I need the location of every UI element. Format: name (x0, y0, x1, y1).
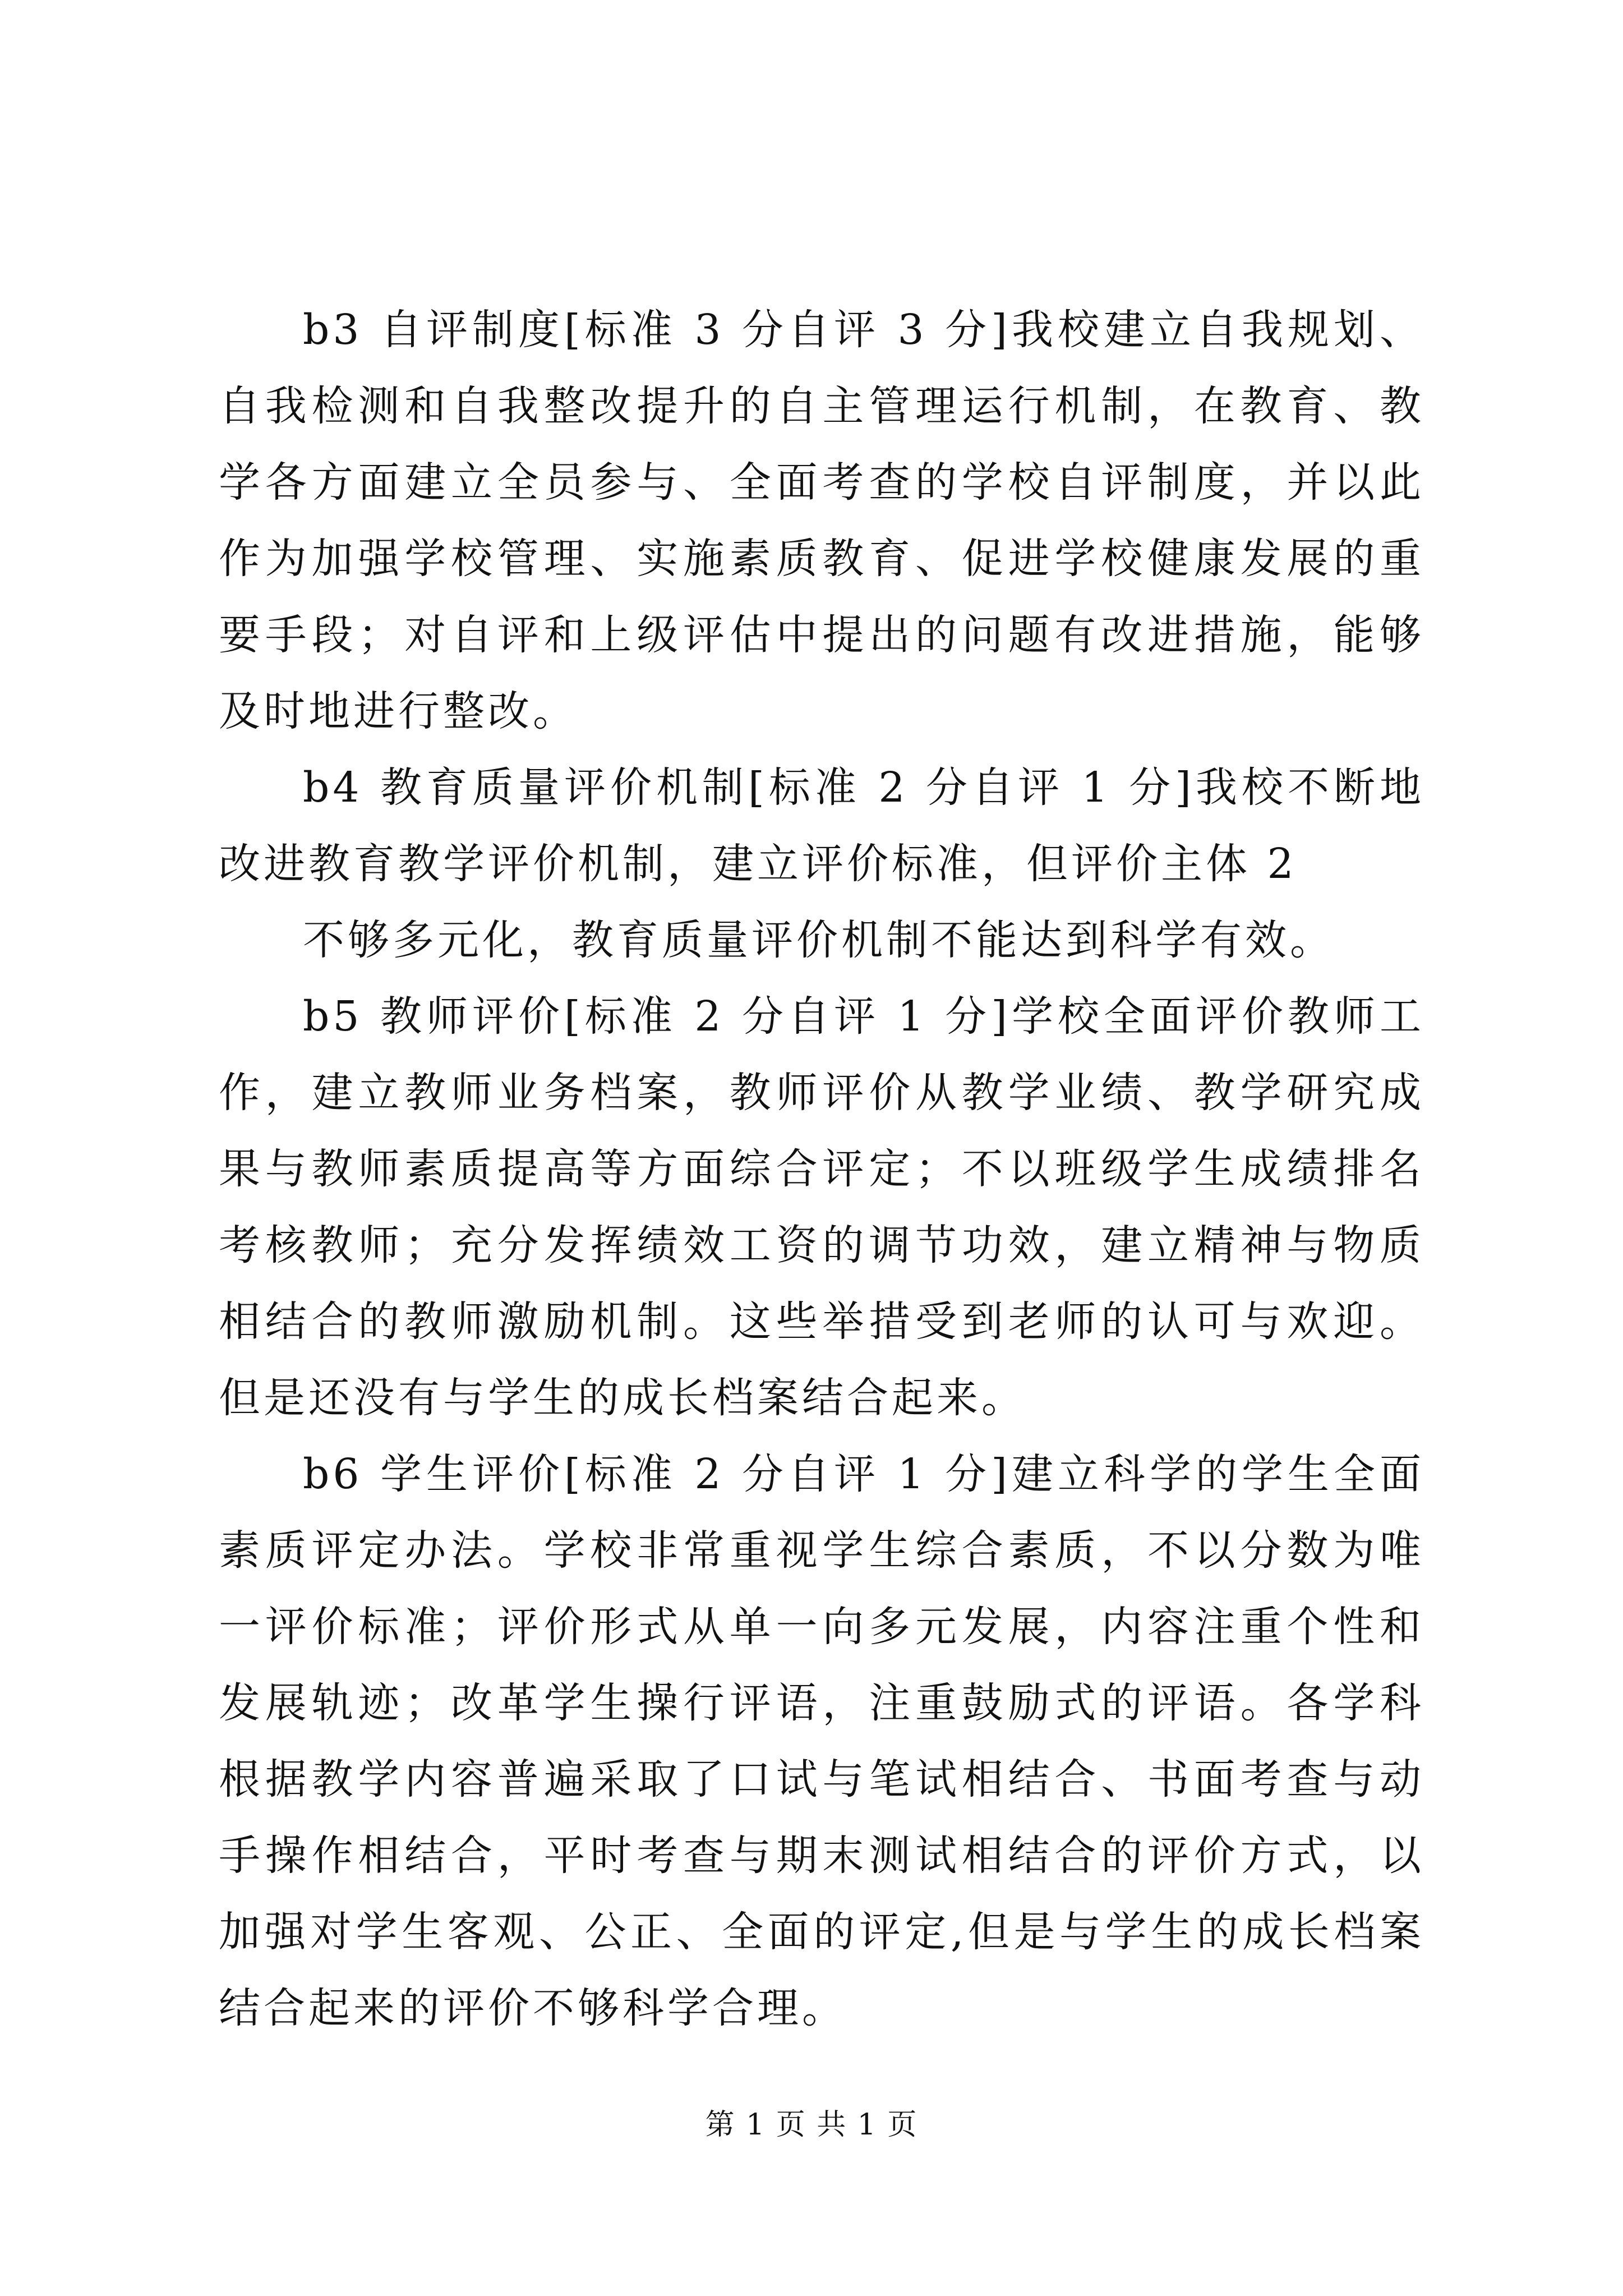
document-body (219, 292, 1424, 2046)
paragraph-b4-continuation: 不够多元化，教育质量评价机制不能达到科学有效。 (303, 916, 1335, 964)
paragraph-b6: b6 学生评价[标准 2 分自评 1 分]建立科学的学生全面素质评定办法。学校非常重视学生综合素质，不以分数为唯一评价标准；评价形式从单一向多元发展，内容注重个性和发展轨迹；改革学生操行评语，注重鼓励式的评语。各学科根据教学内容普遍采取了口试与笔试相结合、书面考查与动手操作相结合，平时考查与期末测试相结合的评价方式，以加强对学生客观、公正、全面的评定,但是与学生的成长档案结合起来的评价不够科学合理。 (219, 1450, 1424, 2032)
paragraph-b4: b4 教育质量评价机制[标准 2 分自评 1 分]我校不断地改进教育教学评价机制，建立评价标准，但评价主体 2 (219, 763, 1424, 888)
page-number-footer: 第 1 页 共 1 页 (705, 2108, 918, 2142)
paragraph-b3: b3 自评制度[标准 3 分自评 3 分]我校建立自我规划、自我检测和自我整改提升的自主管理运行机制，在教育、教学各方面建立全员参与、全面考查的学校自评制度，并以此作为加强学校管理、实施素质教育、促进学校健康发展的重要手段；对自评和上级评估中提出的问题有改进措施，能够及时地进行整改。 (219, 306, 1424, 735)
paragraph-b5: b5 教师评价[标准 2 分自评 1 分]学校全面评价教师工作，建立教师业务档案，教师评价从教学业绩、教学研究成果与教师素质提高等方面综合评定；不以班级学生成绩排名考核教师；充分发挥绩效工资的调节功效，建立精神与物质相结合的教师激励机制。这些举措受到老师的认可与欢迎。但是还没有与学生的成长档案结合起来。 (219, 992, 1424, 1422)
